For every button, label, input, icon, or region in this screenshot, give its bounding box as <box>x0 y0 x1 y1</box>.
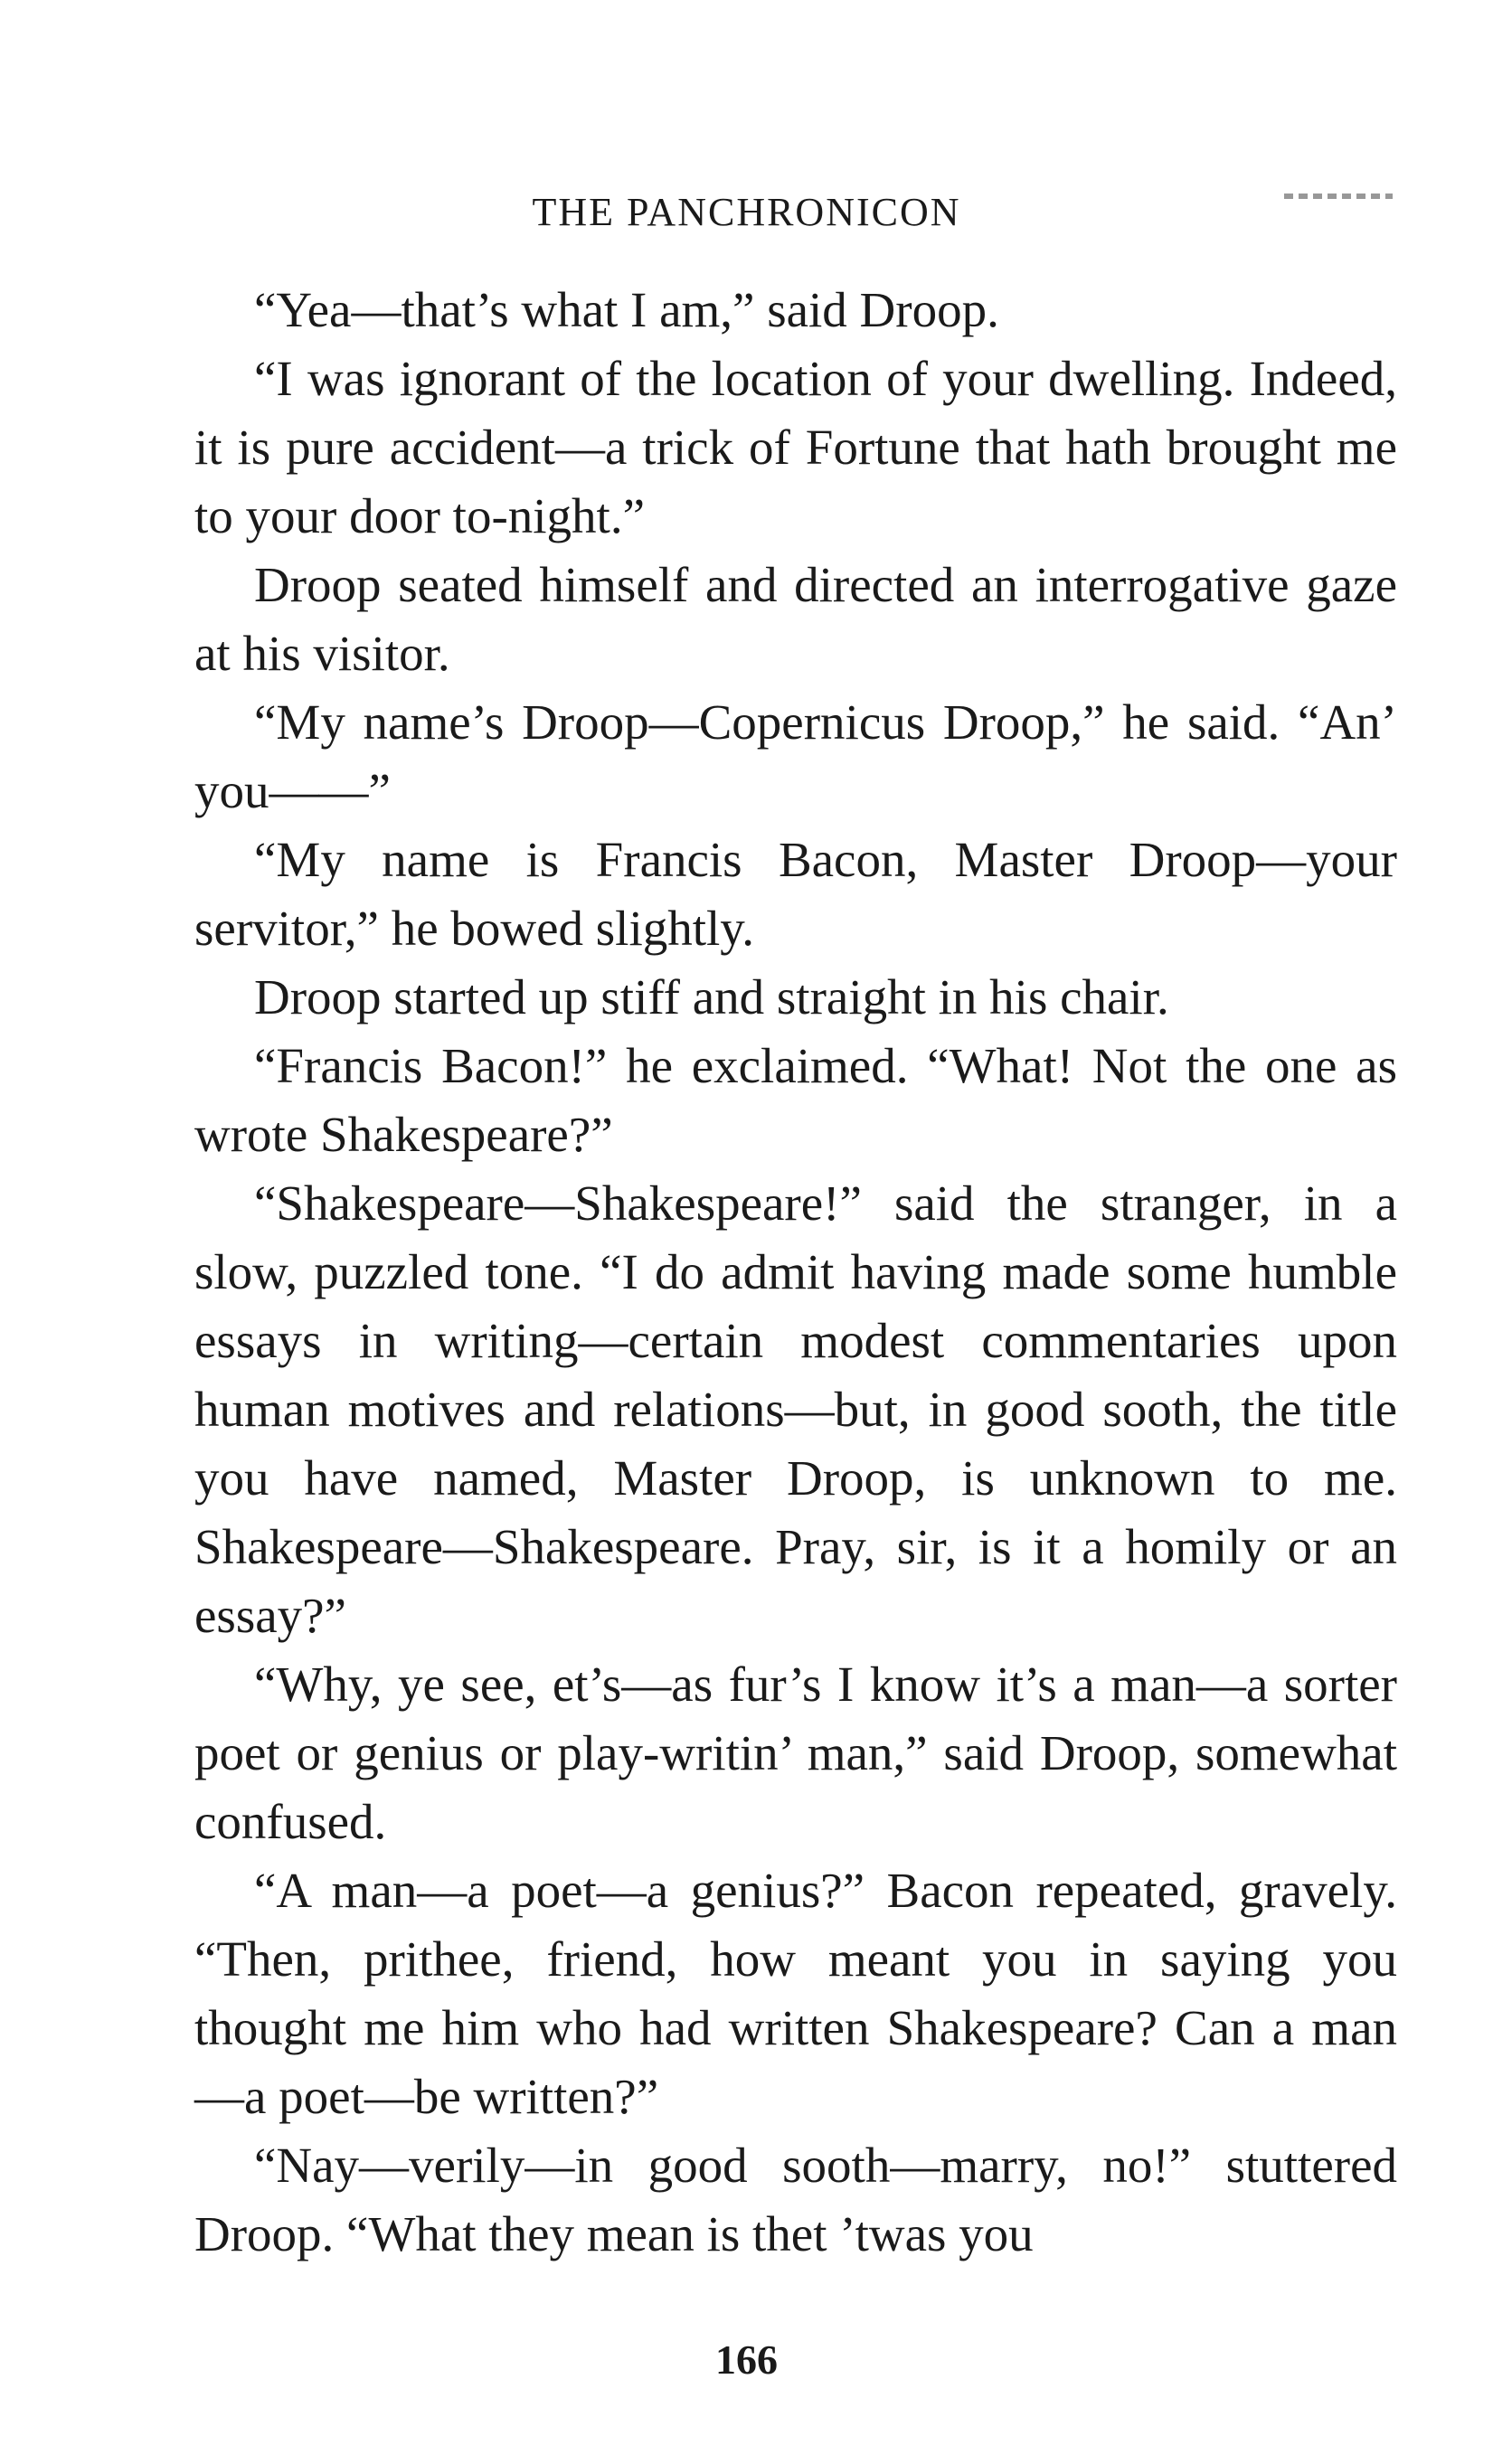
paragraph: “My name’s Droop—Copernicus Droop,” he said. “An’ you——” <box>194 694 1397 818</box>
ink-smudge <box>1284 194 1393 199</box>
paragraph: “Francis Bacon!” he exclaimed. “What! Not the one as wrote Shakespeare?” <box>194 1038 1397 1162</box>
paragraph: “Shakespeare—Shakespeare!” said the stranger, in a slow, puzzled tone. “I do admit having made some humble essays in writing—certain modest commentaries upon human motives and relations—but, in good sooth, the title you have named, Master Droop, is unknown to me. Shakespeare—Shakespeare. Pray, sir, is it a homily or an essay?” <box>194 1175 1397 1643</box>
paragraph: “A man—a poet—a genius?” Bacon repeated, gravely. “Then, prithee, friend, how meant you in saying you thought me him who had written Shakespeare? Can a man—a poet—be written?” <box>194 1863 1397 2124</box>
paragraph: “My name is Francis Bacon, Master Droop—your servitor,” he bowed slightly. <box>194 832 1397 956</box>
running-head: THE PANCHRONICON <box>532 190 961 234</box>
paragraph: Droop started up stiff and straight in his chair. <box>254 969 1169 1024</box>
paragraph: “Why, ye see, et’s—as fur’s I know it’s a man—a sorter poet or genius or play-writin’ man,” said Droop, somewhat confused. <box>194 1657 1397 1849</box>
page-number: 166 <box>715 2337 778 2383</box>
paragraph: “Yea—that’s what I am,” said Droop. <box>254 282 999 337</box>
paragraph: “I was ignorant of the location of your dwelling. Indeed, it is pure accident—a trick of Fortune that hath brought me to your door to-night.” <box>194 351 1397 543</box>
paragraph: “Nay—verily—in good sooth—marry, no!” stuttered Droop. “What they mean is thet ’twas you <box>194 2138 1397 2261</box>
page-text <box>194 276 1397 2269</box>
paragraph: Droop seated himself and directed an interrogative gaze at his visitor. <box>194 557 1397 681</box>
